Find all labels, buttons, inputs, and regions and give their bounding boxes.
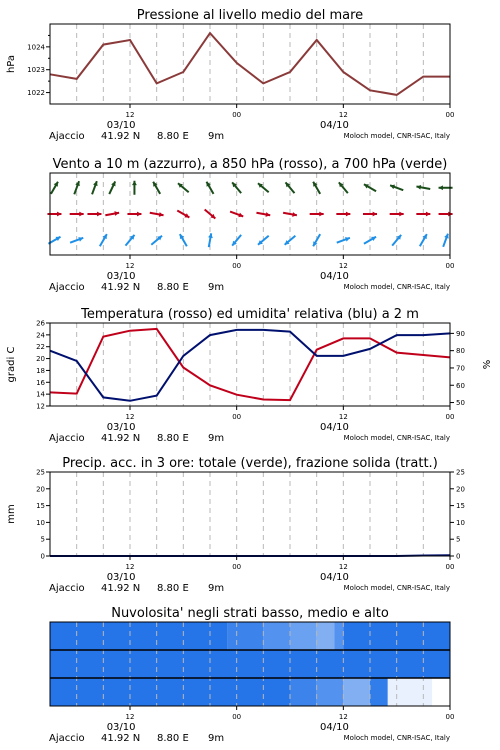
wind-arrow-head — [132, 181, 137, 185]
y-tick-label: 18 — [36, 366, 45, 375]
x-tick-label: 12 — [338, 262, 348, 270]
longitude-label: 8.80 E — [157, 733, 189, 744]
y-right-tick-label: 60 — [456, 381, 465, 390]
model-credit: Moloch model, CNR-ISAC, Italy — [343, 434, 450, 442]
location-label: Ajaccio — [49, 433, 85, 444]
date-label: 04/10 — [320, 422, 349, 433]
y-tick-label: 14 — [36, 390, 45, 399]
y-tick-label: 1022 — [27, 89, 45, 98]
x-tick-label: 00 — [445, 262, 455, 270]
chart-title: Temperatura (rosso) ed umidita' relativa (blu) a 2 m — [81, 307, 419, 322]
chart-panel-1 — [6, 8, 454, 142]
wind-arrow — [105, 211, 119, 216]
y-right-tick-label: 10 — [456, 518, 465, 527]
cloud-cell — [388, 678, 432, 706]
x-tick-label: 00 — [445, 413, 455, 421]
wind-arrow-head — [346, 212, 350, 217]
latitude-label: 41.92 N — [101, 131, 141, 142]
wind-arrow-head — [97, 212, 101, 217]
longitude-label: 8.80 E — [157, 583, 189, 594]
x-tick-label: 12 — [338, 713, 348, 721]
elevation-label: 9m — [208, 433, 225, 444]
model-credit: Moloch model, CNR-ISAC, Italy — [343, 584, 450, 592]
longitude-label: 8.80 E — [157, 282, 189, 293]
cloud-cell — [50, 650, 450, 678]
longitude-label: 8.80 E — [157, 131, 189, 142]
plot-frame — [50, 472, 450, 556]
y-tick-label: 10 — [36, 518, 45, 527]
chart-panel-5 — [49, 606, 454, 744]
y-tick-label: 22 — [36, 343, 45, 352]
wind-arrow-head — [319, 212, 323, 217]
chart-title: Precip. acc. in 3 ore: totale (verde), frazione solida (tratt.) — [62, 456, 438, 471]
x-tick-label: 00 — [445, 713, 455, 721]
wind-arrow — [443, 234, 449, 247]
x-tick-label: 12 — [125, 111, 135, 119]
x-tick-label: 12 — [338, 111, 348, 119]
wind-arrow — [313, 234, 320, 246]
x-tick-label: 12 — [125, 563, 135, 571]
y-right-tick-label: 25 — [456, 468, 465, 477]
wind-arrow — [109, 181, 115, 194]
chart-title: Vento a 10 m (azzurro), a 850 hPa (rosso), a 700 hPa (verde) — [52, 157, 448, 172]
elevation-label: 9m — [208, 583, 225, 594]
y-tick-label: 12 — [36, 402, 45, 411]
y-tick-label: 5 — [40, 535, 45, 544]
date-label: 03/10 — [106, 722, 136, 733]
plot-frame — [50, 24, 450, 104]
cloud-cell — [290, 678, 317, 706]
wind-arrow — [100, 234, 107, 246]
y-right-tick-label: 15 — [456, 502, 465, 511]
wind-arrow — [87, 212, 101, 217]
latitude-label: 41.92 N — [101, 733, 141, 744]
cloud-cell — [432, 678, 450, 706]
y-tick-label: 26 — [36, 319, 45, 328]
cloud-cell — [290, 622, 317, 650]
wind-arrow-head — [426, 212, 430, 217]
date-label: 03/10 — [106, 572, 136, 583]
y-tick-label: 24 — [36, 331, 45, 340]
y-tick-label: 25 — [36, 468, 45, 477]
cloud-cell — [228, 622, 264, 650]
series-line-1 — [50, 33, 450, 95]
wind-arrow — [180, 234, 187, 246]
y-right-tick-label: 20 — [456, 485, 465, 494]
model-credit: Moloch model, CNR-ISAC, Italy — [343, 283, 450, 291]
wind-arrow-head — [399, 212, 403, 217]
wind-arrow-head — [439, 185, 443, 190]
y-tick-label: 1023 — [27, 66, 45, 75]
y-right-tick-label: 50 — [456, 399, 465, 408]
series-line-2 — [50, 330, 450, 401]
y-tick-label: 15 — [36, 502, 45, 511]
date-label: 04/10 — [320, 722, 349, 733]
elevation-label: 9m — [208, 282, 225, 293]
wind-arrow-head — [57, 212, 61, 217]
elevation-label: 9m — [208, 131, 225, 142]
x-tick-label: 12 — [125, 713, 135, 721]
location-label: Ajaccio — [49, 733, 85, 744]
cloud-cell — [334, 622, 343, 650]
cloud-cell — [317, 622, 335, 650]
y-tick-label: 20 — [36, 355, 45, 364]
x-tick-label: 00 — [232, 413, 242, 421]
latitude-label: 41.92 N — [101, 433, 141, 444]
x-tick-label: 00 — [232, 111, 242, 119]
date-label: 04/10 — [320, 120, 349, 131]
model-credit: Moloch model, CNR-ISAC, Italy — [343, 132, 450, 140]
chart-panel-4 — [6, 456, 465, 594]
longitude-label: 8.80 E — [157, 433, 189, 444]
wind-arrow — [51, 182, 58, 194]
date-label: 03/10 — [106, 422, 136, 433]
wind-arrow-head — [373, 212, 377, 217]
location-label: Ajaccio — [49, 282, 85, 293]
y-tick-label: 1024 — [27, 43, 45, 52]
wind-arrow — [132, 181, 137, 195]
location-label: Ajaccio — [49, 583, 85, 594]
x-tick-label: 00 — [232, 563, 242, 571]
model-credit: Moloch model, CNR-ISAC, Italy — [343, 734, 450, 742]
chart-panel-3 — [6, 307, 493, 444]
cloud-cell — [50, 678, 290, 706]
y-right-tick-label: 80 — [456, 347, 465, 356]
latitude-label: 41.92 N — [101, 282, 141, 293]
chart-title: Pressione al livello medio del mare — [136, 8, 364, 23]
chart-panel-2 — [47, 157, 454, 293]
y-right-axis-label: % — [482, 359, 493, 370]
cloud-cell — [317, 678, 344, 706]
y-tick-label: 16 — [36, 378, 45, 387]
wind-arrow — [420, 234, 427, 246]
y-axis-label: mm — [6, 504, 17, 524]
x-tick-label: 00 — [232, 713, 242, 721]
cloud-cell — [343, 678, 370, 706]
chart-title: Nuvolosita' negli strati basso, medio e alto — [111, 606, 389, 621]
date-label: 03/10 — [106, 271, 136, 282]
y-right-tick-label: 5 — [456, 535, 461, 544]
cloud-cell — [370, 678, 388, 706]
date-label: 03/10 — [106, 120, 136, 131]
x-tick-label: 12 — [338, 563, 348, 571]
y-axis-label: gradi C — [6, 346, 17, 383]
x-tick-label: 00 — [445, 563, 455, 571]
date-label: 04/10 — [320, 271, 349, 282]
wind-arrow-head — [137, 212, 141, 217]
x-tick-label: 12 — [125, 262, 135, 270]
y-right-tick-label: 90 — [456, 329, 465, 338]
wind-arrow-head — [79, 212, 83, 217]
latitude-label: 41.92 N — [101, 583, 141, 594]
date-label: 04/10 — [320, 572, 349, 583]
y-right-tick-label: 0 — [456, 552, 461, 561]
x-tick-label: 12 — [125, 413, 135, 421]
elevation-label: 9m — [208, 733, 225, 744]
y-axis-label: hPa — [6, 54, 17, 74]
wind-arrow — [92, 181, 98, 194]
x-tick-label: 12 — [338, 413, 348, 421]
x-tick-label: 00 — [445, 111, 455, 119]
y-right-tick-label: 70 — [456, 364, 465, 373]
cloud-cell — [263, 622, 290, 650]
location-label: Ajaccio — [49, 131, 85, 142]
y-tick-label: 0 — [40, 552, 45, 561]
x-tick-label: 00 — [232, 262, 242, 270]
y-tick-label: 20 — [36, 485, 45, 494]
